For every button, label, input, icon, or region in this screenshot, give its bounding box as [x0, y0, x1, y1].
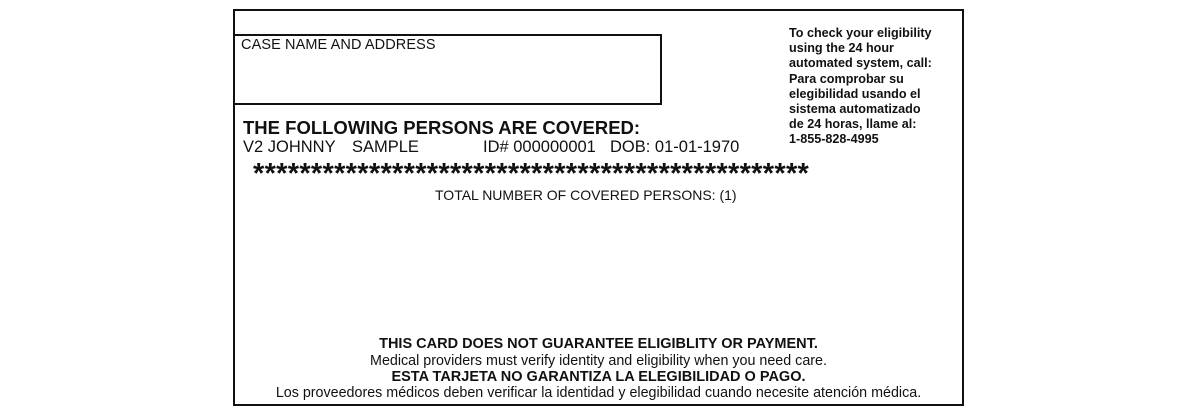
eligibility-phone-number: 1-855-828-4995: [789, 132, 879, 147]
disclaimer-english-text: Medical providers must verify identity and eligibility when you need care.: [370, 353, 827, 369]
disclaimer-spanish-text: Los proveedores médicos deben verificar la identidad y elegibilidad cuando necesite atención médica.: [275, 385, 922, 401]
eligibility-line: To check your eligibility: [789, 26, 932, 40]
covered-persons-heading: THE FOLLOWING PERSONS ARE COVERED:: [243, 117, 641, 138]
eligibility-line: Para comprobar su: [789, 71, 904, 86]
person-id-number: ID# 000000001: [483, 138, 596, 156]
eligibility-phone-notice: [789, 26, 959, 148]
person-last-name: SAMPLE: [352, 138, 419, 156]
eligibility-line: sistema automatizado: [789, 102, 921, 117]
disclaimer-english-heading: THIS CARD DOES NOT GUARANTEE ELIGIBLITY OR PAYMENT.: [379, 336, 818, 352]
eligibility-line: elegibilidad usando el: [789, 86, 921, 101]
eligibility-line: using the 24 hour: [789, 41, 894, 56]
asterisk-separator: ************************************************: [253, 158, 810, 190]
eligibility-line: automated system, call:: [789, 56, 932, 71]
disclaimer-spanish-heading: ESTA TARJETA NO GARANTIZA LA ELEGIBILIDAD O PAGO.: [391, 369, 806, 385]
person-date-of-birth: DOB: 01-01-1970: [610, 138, 740, 156]
person-first-name: V2 JOHNNY: [243, 138, 336, 156]
eligibility-line: de 24 horas, llame al:: [789, 117, 917, 132]
total-covered-persons: TOTAL NUMBER OF COVERED PERSONS: (1): [435, 187, 737, 203]
case-name-address-label: CASE NAME AND ADDRESS: [241, 37, 436, 53]
